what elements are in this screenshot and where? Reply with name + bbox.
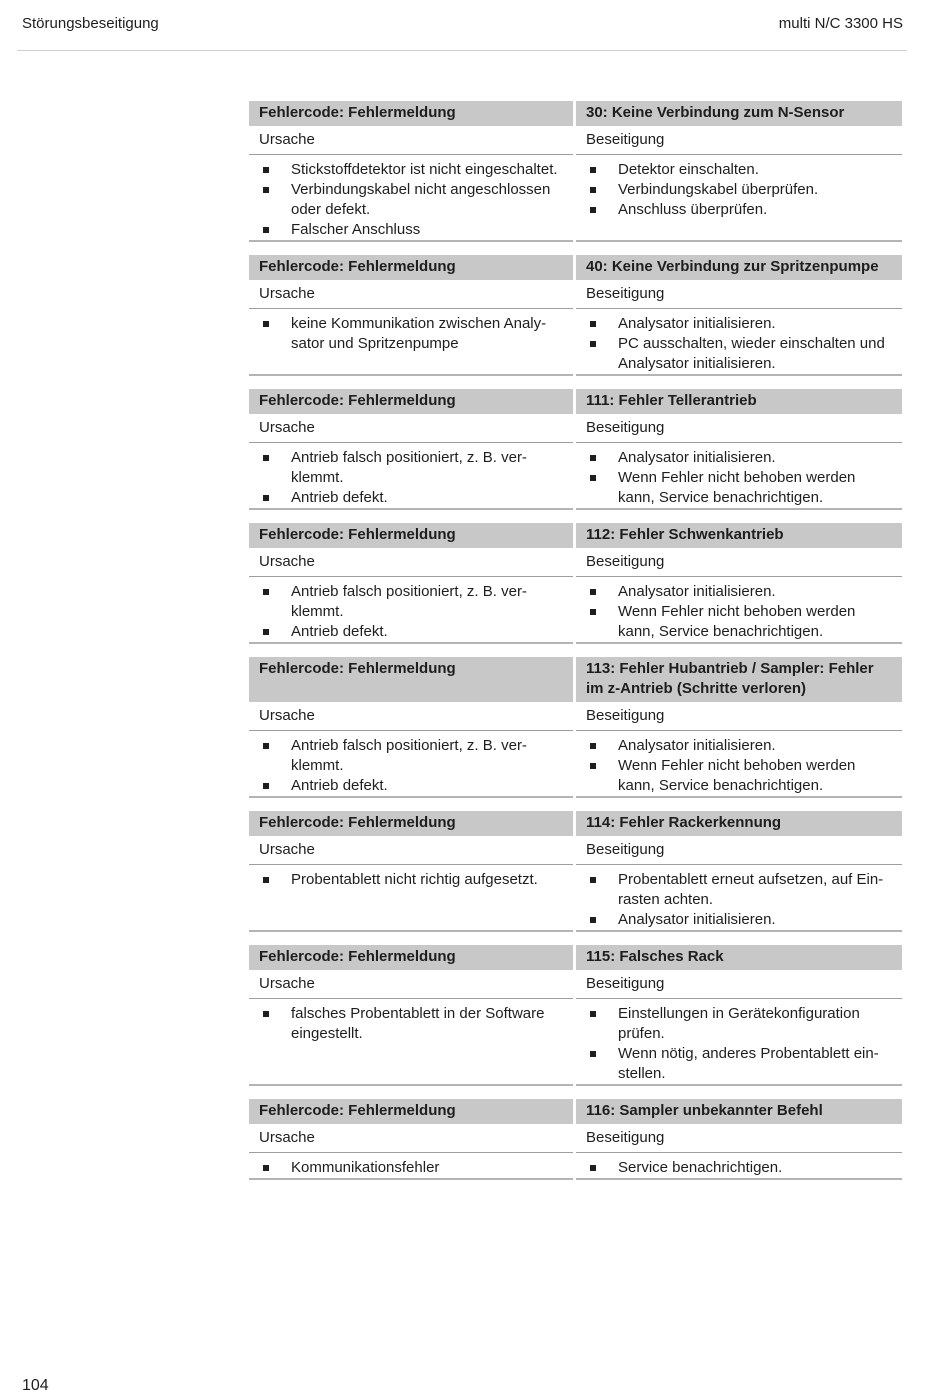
remedy-label: Beseitigung	[576, 280, 902, 309]
subheader-row	[249, 970, 902, 999]
cause-item: Antrieb falsch positioniert, z. B. ver-klemmt.	[259, 736, 563, 776]
code-header-label: Fehlercode: Fehlermeldung	[249, 101, 573, 126]
error-message: 116: Sampler unbekannter Befehl	[576, 1099, 902, 1124]
code-header-label: Fehlercode: Fehlermeldung	[249, 811, 573, 836]
error-header-row	[249, 255, 902, 280]
remedy-item: Wenn Fehler nicht behoben werden kann, Service benachrichtigen.	[586, 468, 892, 508]
cause-item: Probentablett nicht richtig aufgesetzt.	[259, 870, 563, 890]
cause-list	[259, 448, 563, 508]
subheader-row	[249, 548, 902, 577]
remedy-item: Analysator initialisieren.	[586, 736, 892, 756]
content-row	[249, 577, 902, 644]
cause-list-cell	[249, 999, 573, 1086]
error-table	[249, 101, 902, 1193]
remedy-item: Service benachrichtigen.	[586, 1158, 892, 1178]
error-message: 30: Keine Verbindung zum N-Sensor	[576, 101, 902, 126]
remedy-item: Analysator initialisieren.	[586, 582, 892, 602]
error-message: 114: Fehler Rackerkennung	[576, 811, 902, 836]
cause-list-cell	[249, 443, 573, 510]
content-row	[249, 155, 902, 242]
error-block	[249, 389, 902, 510]
cause-label: Ursache	[249, 702, 573, 731]
cause-label: Ursache	[249, 836, 573, 865]
error-header-row	[249, 523, 902, 548]
product-name: multi N/C 3300 HS	[778, 15, 903, 32]
subheader-row	[249, 702, 902, 731]
content-row	[249, 443, 902, 510]
cause-label: Ursache	[249, 1124, 573, 1153]
code-header-label: Fehlercode: Fehlermeldung	[249, 255, 573, 280]
cause-list	[259, 160, 563, 240]
cause-item: Antrieb falsch positioniert, z. B. ver-klemmt.	[259, 448, 563, 488]
cause-list	[259, 1004, 563, 1044]
cause-list	[259, 314, 563, 354]
error-message: 115: Falsches Rack	[576, 945, 902, 970]
error-header-row	[249, 1099, 902, 1124]
remedy-label: Beseitigung	[576, 970, 902, 999]
content-row	[249, 865, 902, 932]
error-block	[249, 1099, 902, 1180]
subheader-row	[249, 126, 902, 155]
remedy-item: Wenn nötig, anderes Probentablett ein-stellen.	[586, 1044, 892, 1084]
subheader-row	[249, 414, 902, 443]
remedy-label: Beseitigung	[576, 1124, 902, 1153]
cause-label: Ursache	[249, 126, 573, 155]
code-header-label: Fehlercode: Fehlermeldung	[249, 945, 573, 970]
cause-list-cell	[249, 155, 573, 242]
remedy-label: Beseitigung	[576, 702, 902, 731]
cause-list	[259, 1158, 563, 1178]
remedy-list-cell	[576, 731, 902, 798]
remedy-item: Einstellungen in Gerätekonfiguration prüfen.	[586, 1004, 892, 1044]
subheader-row	[249, 1124, 902, 1153]
cause-label: Ursache	[249, 548, 573, 577]
remedy-list-cell	[576, 865, 902, 932]
section-title: Störungsbeseitigung	[22, 15, 159, 32]
error-header-row	[249, 101, 902, 126]
page-number: 104	[22, 1377, 49, 1394]
cause-list	[259, 736, 563, 796]
remedy-list-cell	[576, 1153, 902, 1180]
remedy-item: Wenn Fehler nicht behoben werden kann, Service benachrichtigen.	[586, 756, 892, 796]
cause-item: Antrieb defekt.	[259, 488, 563, 508]
error-block	[249, 101, 902, 242]
cause-item: Verbindungskabel nicht angeschlossen oder defekt.	[259, 180, 563, 220]
cause-list-cell	[249, 577, 573, 644]
remedy-list	[586, 1158, 892, 1178]
error-header-row	[249, 657, 902, 702]
content-row	[249, 309, 902, 376]
remedy-list	[586, 160, 892, 220]
remedy-item: Wenn Fehler nicht behoben werden kann, Service benachrichtigen.	[586, 602, 892, 642]
error-block	[249, 945, 902, 1086]
cause-label: Ursache	[249, 414, 573, 443]
cause-item: Antrieb falsch positioniert, z. B. ver-klemmt.	[259, 582, 563, 622]
cause-list-cell	[249, 1153, 573, 1180]
error-block	[249, 657, 902, 798]
code-header-label: Fehlercode: Fehlermeldung	[249, 389, 573, 414]
code-header-label: Fehlercode: Fehlermeldung	[249, 523, 573, 548]
remedy-label: Beseitigung	[576, 836, 902, 865]
error-header-row	[249, 945, 902, 970]
cause-item: Antrieb defekt.	[259, 622, 563, 642]
remedy-list	[586, 870, 892, 930]
cause-item: Stickstoffdetektor ist nicht eingeschaltet.	[259, 160, 563, 180]
content-row	[249, 731, 902, 798]
cause-item: Kommunikationsfehler	[259, 1158, 563, 1178]
remedy-item: Probentablett erneut aufsetzen, auf Ein-rasten achten.	[586, 870, 892, 910]
subheader-row	[249, 836, 902, 865]
subheader-row	[249, 280, 902, 309]
cause-item: falsches Probentablett in der Software eingestellt.	[259, 1004, 563, 1044]
cause-list-cell	[249, 731, 573, 798]
cause-list-cell	[249, 309, 573, 376]
cause-list-cell	[249, 865, 573, 932]
cause-item: Antrieb defekt.	[259, 776, 563, 796]
code-header-label: Fehlercode: Fehlermeldung	[249, 657, 573, 702]
cause-label: Ursache	[249, 280, 573, 309]
remedy-list	[586, 314, 892, 374]
error-message: 112: Fehler Schwenkantrieb	[576, 523, 902, 548]
remedy-item: PC ausschalten, wieder einschalten und Analysator initialisieren.	[586, 334, 892, 374]
error-header-row	[249, 811, 902, 836]
remedy-item: Analysator initialisieren.	[586, 910, 892, 930]
remedy-list-cell	[576, 443, 902, 510]
remedy-list	[586, 736, 892, 796]
cause-item: Falscher Anschluss	[259, 220, 563, 240]
remedy-list	[586, 582, 892, 642]
remedy-list-cell	[576, 155, 902, 242]
remedy-item: Detektor einschalten.	[586, 160, 892, 180]
remedy-list-cell	[576, 999, 902, 1086]
remedy-item: Analysator initialisieren.	[586, 448, 892, 468]
remedy-list-cell	[576, 577, 902, 644]
cause-label: Ursache	[249, 970, 573, 999]
cause-list	[259, 582, 563, 642]
code-header-label: Fehlercode: Fehlermeldung	[249, 1099, 573, 1124]
content-row	[249, 1153, 902, 1180]
content-row	[249, 999, 902, 1086]
remedy-list	[586, 448, 892, 508]
remedy-label: Beseitigung	[576, 126, 902, 155]
remedy-item: Verbindungskabel überprüfen.	[586, 180, 892, 200]
error-block	[249, 811, 902, 932]
cause-list	[259, 870, 563, 890]
header-divider	[17, 50, 907, 51]
remedy-label: Beseitigung	[576, 414, 902, 443]
error-header-row	[249, 389, 902, 414]
error-block	[249, 255, 902, 376]
error-message: 111: Fehler Tellerantrieb	[576, 389, 902, 414]
remedy-list-cell	[576, 309, 902, 376]
remedy-item: Analysator initialisieren.	[586, 314, 892, 334]
remedy-item: Anschluss überprüfen.	[586, 200, 892, 220]
error-message: 40: Keine Verbindung zur Spritzenpumpe	[576, 255, 902, 280]
remedy-label: Beseitigung	[576, 548, 902, 577]
cause-item: keine Kommunikation zwischen Analy-sator und Spritzenpumpe	[259, 314, 563, 354]
remedy-list	[586, 1004, 892, 1084]
error-message: 113: Fehler Hubantrieb / Sampler: Fehler im z-Antrieb (Schritte verloren)	[576, 657, 902, 702]
error-block	[249, 523, 902, 644]
